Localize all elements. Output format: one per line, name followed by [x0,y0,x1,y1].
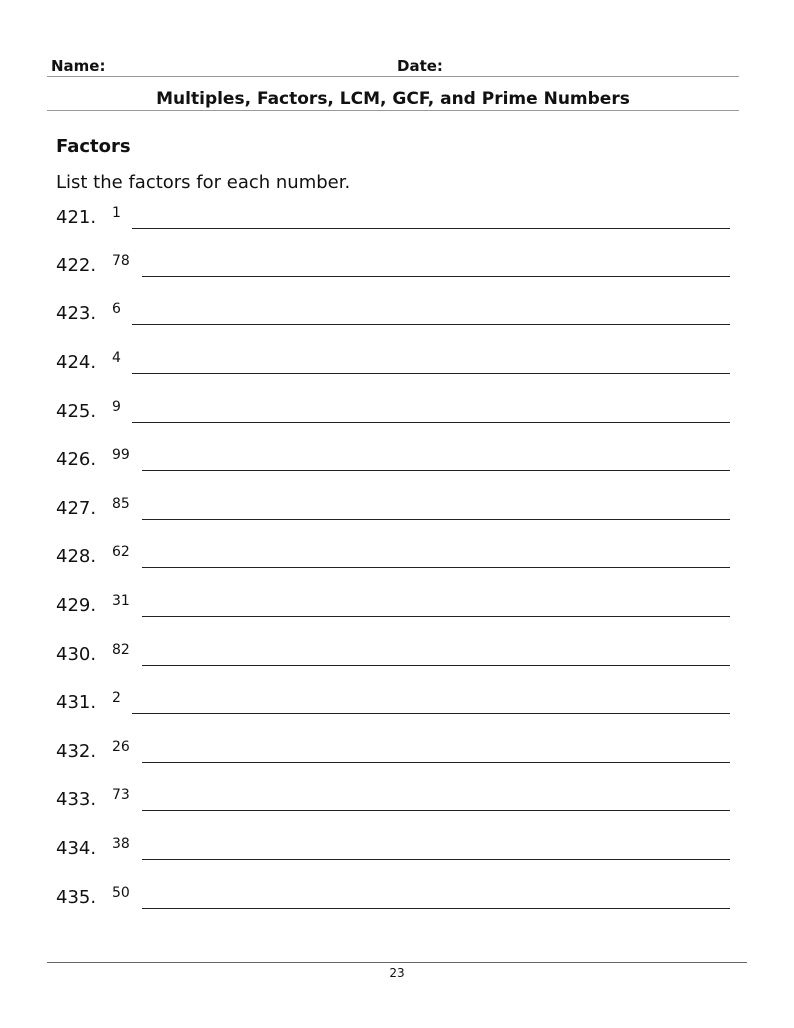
problem-number: 434. [56,838,97,859]
problem-value: 82 [112,642,130,658]
problem-value: 26 [112,739,130,755]
problem-value: 4 [112,350,121,366]
answer-line[interactable] [142,908,730,909]
problem-424 [56,344,730,374]
problem-value: 38 [112,836,130,852]
problem-429 [56,587,730,617]
problem-number: 426. [56,449,97,470]
problem-421 [56,199,730,229]
answer-line[interactable] [142,859,730,860]
problem-434 [56,830,730,860]
footer-rule [47,962,747,963]
problem-425 [56,393,730,423]
answer-line[interactable] [142,810,730,811]
problem-number: 428. [56,546,97,567]
problem-number: 433. [56,789,97,810]
problem-number: 430. [56,644,97,665]
problem-number: 432. [56,741,97,762]
problem-number: 425. [56,401,97,422]
problem-435 [56,879,730,909]
problem-value: 2 [112,690,121,706]
problem-number: 423. [56,303,97,324]
date-label: Date: [397,57,443,75]
problem-423 [56,295,730,325]
problem-value: 1 [112,205,121,221]
problem-432 [56,733,730,763]
problem-value: 78 [112,253,130,269]
answer-line[interactable] [142,665,730,666]
problem-number: 435. [56,887,97,908]
problem-428 [56,538,730,568]
page-number: 23 [389,966,405,980]
problem-value: 50 [112,885,130,901]
problem-430 [56,636,730,666]
problem-value: 62 [112,544,130,560]
section-heading: Factors [56,136,131,157]
problem-number: 424. [56,352,97,373]
answer-line[interactable] [142,762,730,763]
worksheet-title: Multiples, Factors, LCM, GCF, and Prime Numbers [47,88,739,111]
problem-value: 6 [112,301,121,317]
answer-line[interactable] [142,567,730,568]
problem-422 [56,247,730,277]
problem-value: 9 [112,399,121,415]
problem-number: 422. [56,255,97,276]
answer-line[interactable] [142,519,730,520]
problem-426 [56,441,730,471]
answer-line[interactable] [132,713,730,714]
problem-431 [56,684,730,714]
answer-line[interactable] [142,470,730,471]
answer-line[interactable] [142,276,730,277]
answer-line[interactable] [132,373,730,374]
answer-line[interactable] [132,228,730,229]
answer-line[interactable] [132,422,730,423]
problem-number: 429. [56,595,97,616]
problem-number: 431. [56,692,97,713]
worksheet-header [47,56,739,77]
answer-line[interactable] [132,324,730,325]
problem-value: 99 [112,447,130,463]
problem-number: 427. [56,498,97,519]
name-label: Name: [51,57,106,75]
answer-line[interactable] [142,616,730,617]
problem-427 [56,490,730,520]
problem-value: 73 [112,787,130,803]
problem-number: 421. [56,207,97,228]
problem-value: 85 [112,496,130,512]
problem-value: 31 [112,593,130,609]
instructions: List the factors for each number. [56,172,351,193]
problem-433 [56,781,730,811]
